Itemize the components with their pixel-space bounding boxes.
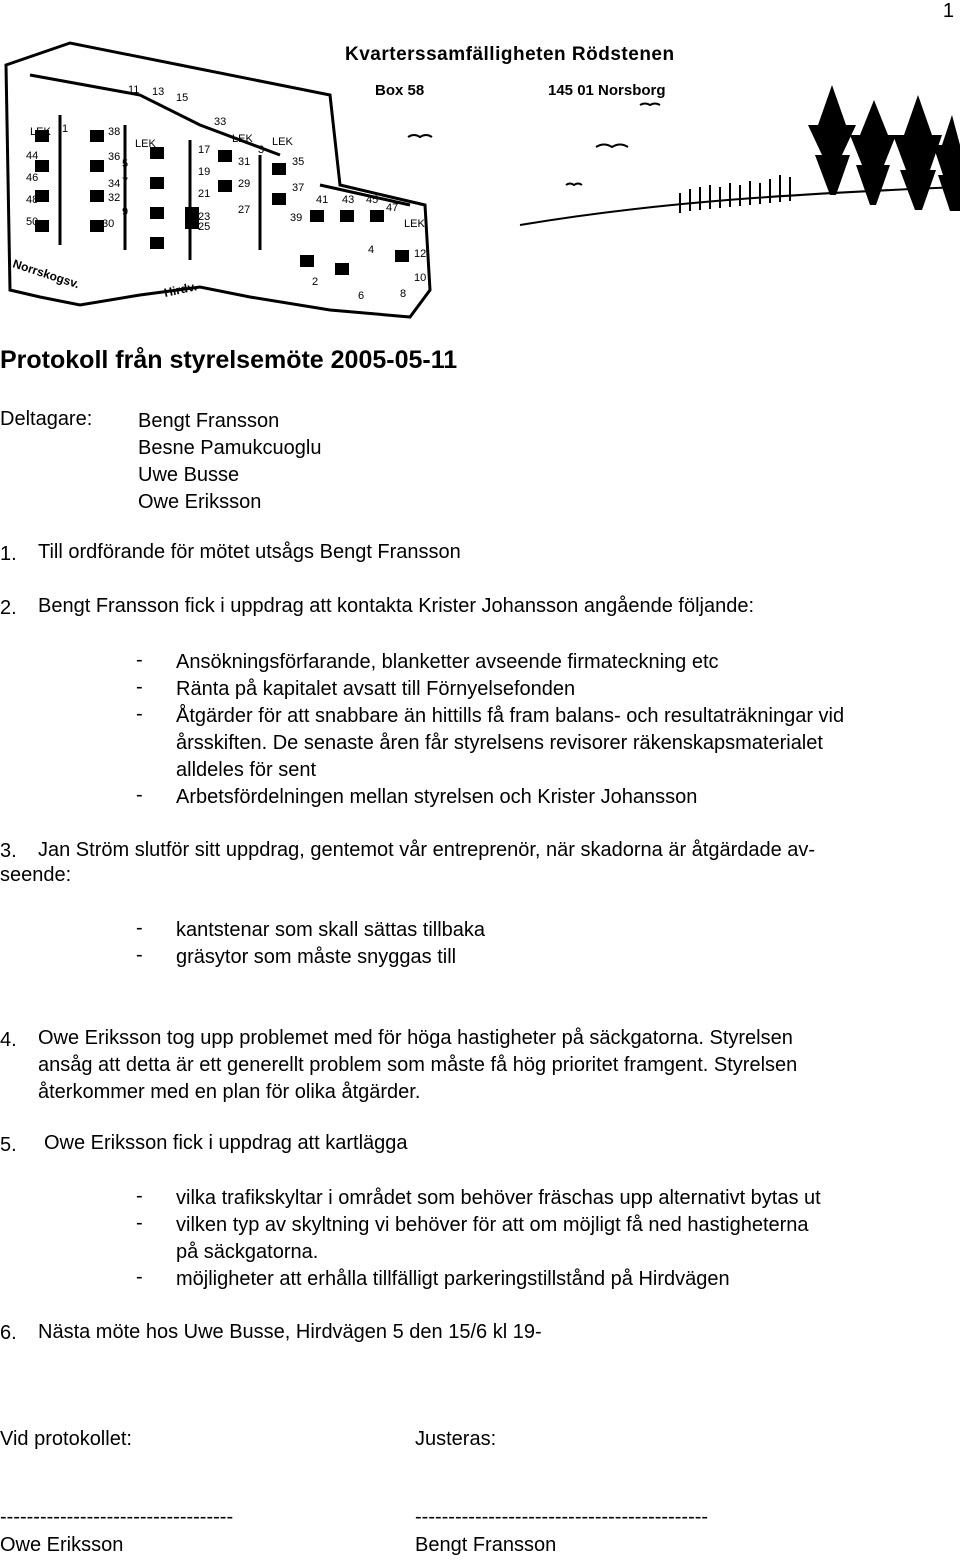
bullet-text: vilken typ av skyltning vi behöver för att om möjligt få ned hastigheterna	[176, 1214, 809, 1236]
participant-name: Uwe Busse	[138, 464, 240, 486]
item-text: återkommer med en plan för olika åtgärder.	[38, 1081, 421, 1103]
map-label: 25	[198, 221, 211, 233]
street-label: Norrskogsv.	[11, 256, 82, 292]
map-label: LEK	[30, 126, 51, 138]
map-label: 11	[128, 84, 140, 96]
map-label: 12	[414, 248, 427, 260]
participant-name: Bengt Fransson	[138, 410, 280, 432]
postal-address: 145 01 Norsborg	[548, 82, 666, 99]
map-label: 39	[290, 212, 303, 224]
bullet-dash: -	[136, 649, 143, 671]
bullet-dash: -	[136, 917, 143, 939]
bullet-text: Ansökningsförfarande, blanketter avseende firmateckning etc	[176, 651, 719, 673]
bullet-text: årsskiften. De senaste åren får styrelsens revisorer räkenskapsmaterialet	[176, 732, 823, 754]
map-label: 2	[312, 276, 319, 288]
map-label: 17	[198, 144, 211, 156]
map-label: 46	[26, 172, 39, 184]
signature-label-left: Vid protokollet:	[0, 1428, 132, 1450]
map-label: 47	[386, 202, 399, 214]
map-label: 29	[238, 178, 251, 190]
map-label: 15	[176, 92, 189, 104]
map-label: 23	[198, 211, 211, 223]
page-number: 1	[942, 0, 954, 22]
map-label: 34	[108, 178, 121, 190]
map-label: 45	[366, 194, 379, 206]
map-label: LEK	[272, 136, 293, 148]
bullet-text: möjligheter att erhålla tillfälligt parkeringstillstånd på Hirdvägen	[176, 1268, 730, 1290]
postal-box: Box 58	[375, 82, 425, 99]
map-label: 48	[26, 194, 39, 206]
item-number: 2.	[0, 597, 17, 619]
item-text: Owe Eriksson tog upp problemet med för höga hastigheter på säckgatorna. Styrelsen	[38, 1027, 793, 1049]
bullet-dash: -	[136, 1212, 143, 1234]
street-label: Hirdv.	[162, 279, 199, 300]
participants-list	[138, 408, 321, 516]
item-number: 6.	[0, 1322, 17, 1344]
map-label: LEK	[404, 218, 425, 230]
participant-name: Owe Eriksson	[138, 491, 262, 513]
bullet-text: Ränta på kapitalet avsatt till Förnyelsefonden	[176, 678, 576, 700]
item-text: ansåg att detta är ett generellt problem som måste få hög prioritet framgent. Styrelsen	[38, 1054, 798, 1076]
bullet-text: på säckgatorna.	[176, 1241, 319, 1263]
participant-name: Besne Pamukcuoglu	[138, 437, 322, 459]
map-label: 27	[238, 204, 251, 216]
organization-name: Kvarterssamfälligheten Rödstenen	[345, 44, 675, 65]
document-title: Protokoll från styrelsemöte 2005-05-11	[0, 346, 458, 374]
bullet-dash: -	[136, 784, 143, 806]
bullet-dash: -	[136, 1266, 143, 1288]
participants-label: Deltagare:	[0, 408, 93, 430]
map-label: 13	[152, 86, 165, 98]
map-label: 5	[122, 158, 129, 170]
map-label: 4	[368, 244, 375, 256]
bullet-dash: -	[136, 676, 143, 698]
bullet-dash: -	[136, 1185, 143, 1207]
map-label: 41	[316, 194, 329, 206]
bullet-text: kantstenar som skall sättas tillbaka	[176, 919, 486, 941]
map-label: 1	[62, 123, 69, 135]
bullet-text: Arbetsfördelningen mellan styrelsen och Krister Johansson	[176, 786, 698, 808]
bullet-dash: -	[136, 944, 143, 966]
item-number: 3.	[0, 840, 17, 862]
item-number: 1.	[0, 543, 17, 565]
map-label: 8	[400, 288, 407, 300]
bullet-text: Åtgärder för att snabbare än hittills få fram balans- och resultaträkningar vid	[176, 705, 845, 727]
map-label: 37	[292, 182, 305, 194]
bullet-text: vilka trafikskyltar i området som behöver fräschas upp alternativt bytas ut	[176, 1187, 821, 1209]
map-label: 35	[292, 156, 305, 168]
map-label: 30	[102, 218, 115, 230]
map-label: 31	[238, 156, 251, 168]
map-label: 36	[108, 151, 121, 163]
map-label: 38	[108, 126, 121, 138]
bullet-text: alldeles för sent	[176, 759, 317, 781]
map-label: 21	[198, 188, 211, 200]
item-text: Owe Eriksson fick i uppdrag att kartlägga	[44, 1132, 408, 1154]
map-label: 33	[214, 116, 227, 128]
signature-line-left: -----------------------------------	[0, 1506, 234, 1528]
map-label: 43	[342, 194, 355, 206]
map-label: 3	[258, 144, 265, 156]
map-label: 50	[26, 216, 39, 228]
item-text: Till ordförande för mötet utsågs Bengt Fransson	[38, 541, 461, 563]
item-text: Jan Ström slutför sitt uppdrag, gentemot vår entreprenör, när skadorna är åtgärdade av-	[38, 839, 816, 861]
signature-name-right: Bengt Fransson	[415, 1534, 557, 1556]
association-logo	[0, 35, 960, 325]
map-label: LEK	[135, 138, 156, 150]
map-label: 44	[26, 150, 39, 162]
bullet-dash: -	[136, 703, 143, 725]
map-label: 9	[122, 206, 129, 218]
item-text: Nästa möte hos Uwe Busse, Hirdvägen 5 den 15/6 kl 19-	[38, 1321, 542, 1343]
map-label: 19	[198, 166, 211, 178]
bullet-text: gräsytor som måste snyggas till	[176, 946, 457, 968]
item-text: seende:	[0, 864, 72, 886]
item-text: Bengt Fransson fick i uppdrag att kontakta Krister Johansson angående följande:	[38, 595, 755, 617]
map-label: 32	[108, 192, 121, 204]
signature-line-right: --------------------------------------------	[415, 1506, 709, 1528]
item-number: 4.	[0, 1029, 17, 1051]
item-number: 5.	[0, 1134, 17, 1156]
map-label: 7	[122, 176, 129, 188]
signature-label-right: Justeras:	[415, 1428, 497, 1450]
map-label: 6	[358, 290, 365, 302]
map-label: LEK	[232, 133, 253, 145]
signature-name-left: Owe Eriksson	[0, 1534, 124, 1556]
map-label: 10	[414, 272, 427, 284]
